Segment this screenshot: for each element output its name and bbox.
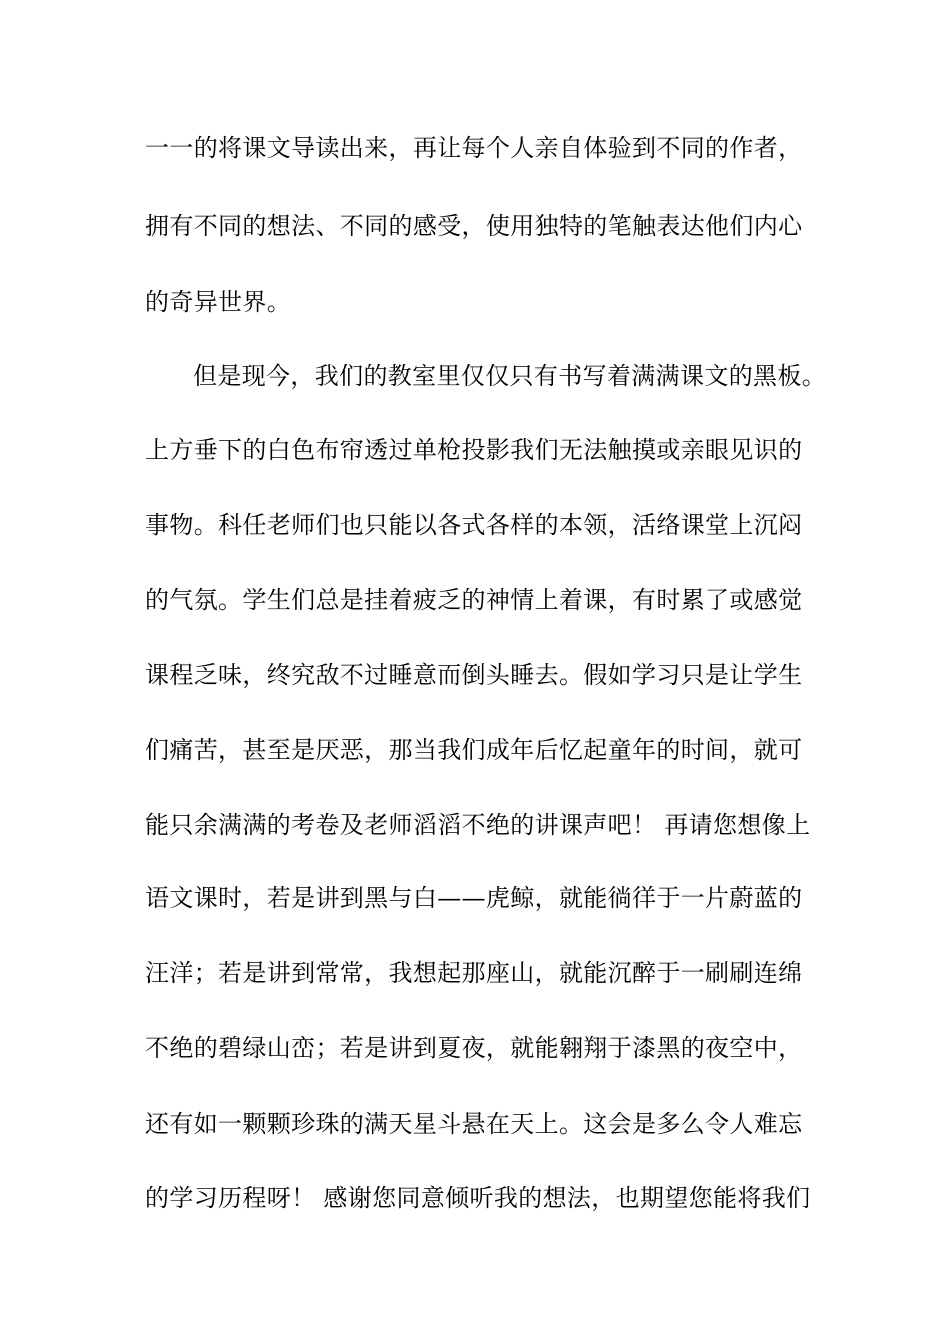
paragraph-line: 还有如一颗颗珍珠的满天星斗悬在天上。这会是多么令人难忘 — [145, 1110, 803, 1138]
paragraph-line: 拥有不同的想法、不同的感受，使用独特的笔触表达他们内心 — [145, 212, 803, 240]
paragraph-line: 事物。科任老师们也只能以各式各样的本领，活络课堂上沉闷 — [145, 511, 803, 539]
paragraph-line: 课程乏味，终究敌不过睡意而倒头睡去。假如学习只是让学生 — [145, 661, 803, 689]
paragraph-line: 不绝的碧绿山峦；若是讲到夏夜，就能翱翔于漆黑的夜空中， — [145, 1034, 803, 1062]
paragraph-line: 语文课时，若是讲到黑与白——虎鲸，就能徜徉于一片蔚蓝的 — [145, 884, 803, 912]
paragraph-line: 的气氛。学生们总是挂着疲乏的神情上着课，有时累了或感觉 — [145, 586, 803, 614]
paragraph-line: 汪洋；若是讲到常常，我想起那座山，就能沉醉于一刷刷连绵 — [145, 959, 803, 987]
paragraph-line: 但是现今，我们的教室里仅仅只有书写着满满课文的黑板。 — [193, 362, 827, 390]
paragraph-line: 能只余满满的考卷及老师滔滔不绝的讲课声吧！ 再请您想像上 — [145, 811, 811, 839]
paragraph-line: 的奇异世界。 — [145, 288, 292, 316]
paragraph-line: 上方垂下的白色布帘透过单枪投影我们无法触摸或亲眼见识的 — [145, 436, 803, 464]
paragraph-line: 的学习历程呀！ 感谢您同意倾听我的想法，也期望您能将我们 — [145, 1184, 811, 1212]
paragraph-line: 一一的将课文导读出来，再让每个人亲自体验到不同的作者， — [145, 134, 803, 162]
paragraph-line: 们痛苦，甚至是厌恶，那当我们成年后忆起童年的时间，就可 — [145, 736, 803, 764]
